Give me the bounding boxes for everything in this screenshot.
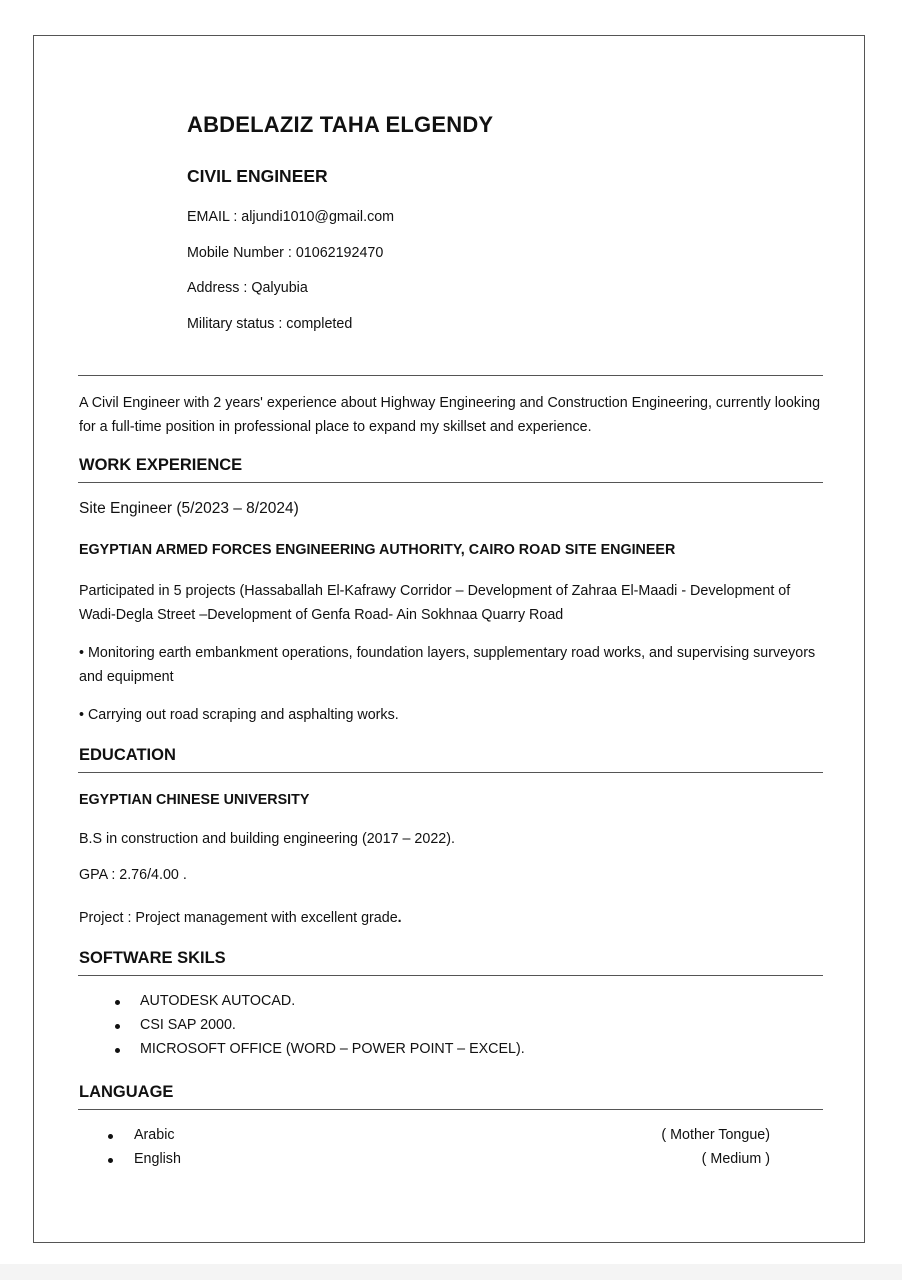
employer-heading: EGYPTIAN ARMED FORCES ENGINEERING AUTHORITY, CAIRO ROAD SITE ENGINEER xyxy=(79,542,676,558)
project-text: Project : Project management with excellent grade xyxy=(79,910,398,926)
email-line: EMAIL : aljundi1010@gmail.com xyxy=(187,209,395,225)
job-position-line: Site Engineer (5/2023 – 8/2024) xyxy=(79,500,299,517)
software-skill-item: AUTODESK AUTOCAD. xyxy=(140,993,296,1009)
software-skill-item: CSI SAP 2000. xyxy=(140,1017,236,1033)
military-status-line: Military status : completed xyxy=(187,316,353,332)
bullet-dot xyxy=(115,1048,120,1053)
graduation-project-line xyxy=(79,910,402,926)
software-skill-item: MICROSOFT OFFICE (WORD – POWER POINT – EXCEL). xyxy=(140,1041,525,1057)
language-name: Arabic xyxy=(134,1127,175,1143)
software-skills-divider xyxy=(78,975,823,976)
bullet-dot xyxy=(115,1000,120,1005)
bullet-dot xyxy=(108,1158,113,1163)
university-name: EGYPTIAN CHINESE UNIVERSITY xyxy=(79,792,310,808)
work-experience-heading: WORK EXPERIENCE xyxy=(79,456,243,474)
projects-paragraph: Participated in 5 projects (Hassaballah El-Kafrawy Corridor – Development of Zahraa El-Maadi - Development of Wadi-Degla Street –Development of Genfa Road- Ain Sokhnaa Quarry Road xyxy=(79,583,791,623)
language-name: English xyxy=(134,1151,181,1167)
duty-item: • Monitoring earth embankment operations, foundation layers, supplementary road works, and supervising surveyors and equipment xyxy=(79,645,816,685)
degree-line: B.S in construction and building engineering (2017 – 2022). xyxy=(79,831,455,847)
summary-paragraph: A Civil Engineer with 2 years' experience about Highway Engineering and Construction Engineering, currently looking for a full-time position in professional place to expand my skillset and experience. xyxy=(79,395,821,435)
header-divider xyxy=(78,375,823,376)
education-divider xyxy=(78,772,823,773)
applicant-title: CIVIL ENGINEER xyxy=(187,166,328,186)
mobile-line: Mobile Number : 01062192470 xyxy=(187,245,384,261)
language-divider xyxy=(78,1109,823,1110)
duty-item: • Carrying out road scraping and asphalting works. xyxy=(79,707,399,723)
project-period: . xyxy=(397,910,402,926)
language-heading: LANGUAGE xyxy=(79,1083,174,1101)
language-level: ( Medium ) xyxy=(701,1151,770,1167)
address-line: Address : Qalyubia xyxy=(187,280,308,296)
work-experience-divider xyxy=(78,482,823,483)
bullet-dot xyxy=(115,1024,120,1029)
gpa-line: GPA : 2.76/4.00 . xyxy=(79,867,187,883)
applicant-name: ABDELAZIZ TAHA ELGENDY xyxy=(187,112,494,137)
software-skills-heading: SOFTWARE SKILS xyxy=(79,949,226,967)
page-bottom-margin xyxy=(0,1264,902,1280)
bullet-dot xyxy=(108,1134,113,1139)
language-level: ( Mother Tongue) xyxy=(661,1127,770,1143)
education-heading: EDUCATION xyxy=(79,746,176,764)
resume-page xyxy=(33,35,865,1243)
